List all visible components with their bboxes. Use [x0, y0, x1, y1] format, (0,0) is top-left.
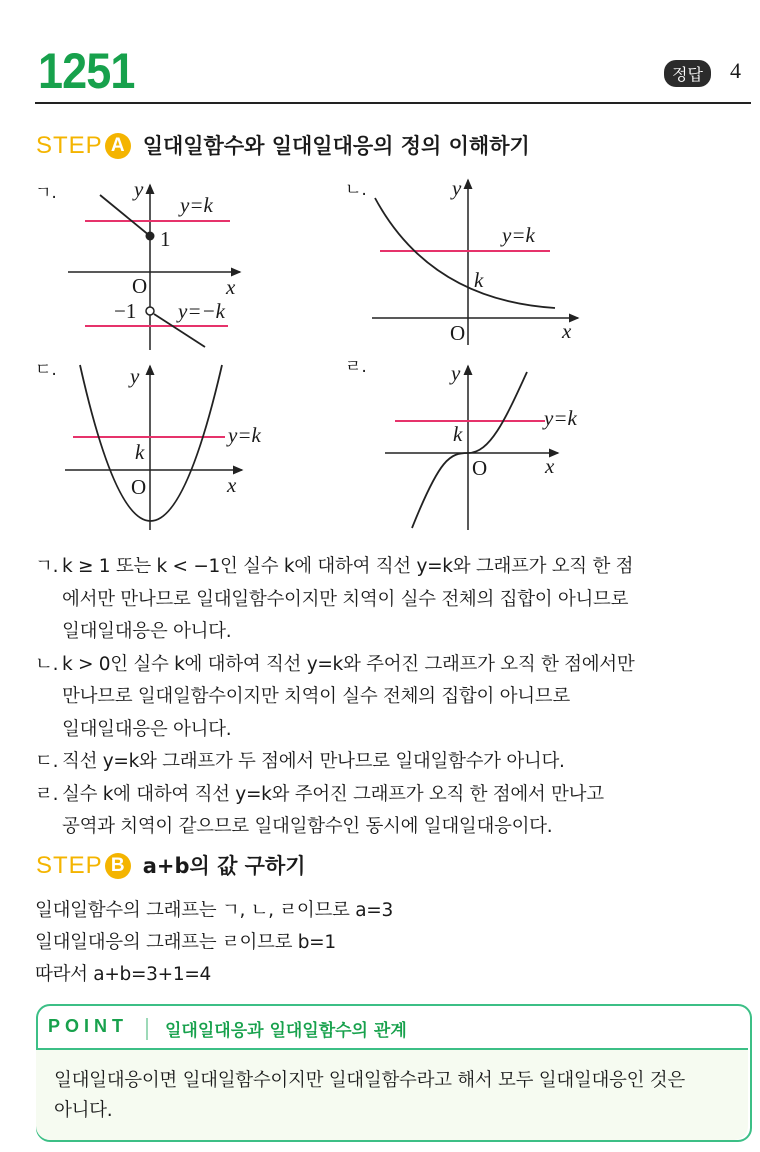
- explanation-line: [35, 780, 634, 813]
- conclusion-line: 일대일함수의 그래프는 ㄱ, ㄴ, ㄹ이므로 a=3: [35, 900, 393, 921]
- graph-3: [35, 360, 261, 530]
- explanation-line: [35, 617, 634, 650]
- point-subtitle: 일대일대응과 일대일함수의 관계: [165, 1021, 407, 1041]
- value-label: −1: [114, 299, 137, 323]
- line-label: y=k: [180, 193, 213, 217]
- explanation-text: 만나므로 일대일함수이지만 치역이 실수 전체의 집합이 아니므로: [62, 686, 570, 707]
- explanation-line: [35, 747, 634, 780]
- axis-label-x: x: [227, 473, 237, 497]
- explanation-text: k ≥ 1 또는 k < −1인 실수 k에 대하여 직선 y=k와 그래프가 오직 한 점: [62, 556, 634, 577]
- conclusion-line: 따라서 a+b=3+1=4: [35, 964, 211, 985]
- graph-1: [35, 177, 240, 350]
- explanation-text: 일대일대응은 아니다.: [62, 621, 232, 642]
- origin-label: O: [472, 456, 488, 480]
- axis-label-y: y: [451, 361, 461, 385]
- axis-label-y: y: [130, 364, 140, 388]
- graph-2: [345, 176, 578, 345]
- explanation-text: 에서만 만나므로 일대일함수이지만 치역이 실수 전체의 집합이 아니므로: [62, 588, 629, 610]
- explanation-line: [35, 682, 634, 715]
- point-body-line: 일대일대응이면 일대일함수이지만 일대일함수라고 해서 모두 일대일대응인 것은: [54, 1070, 685, 1091]
- origin-label: O: [450, 321, 466, 345]
- conclusion: [35, 896, 393, 992]
- explanation-text: 공역과 치역이 같으므로 일대일함수인 동시에 일대일대응이다.: [62, 816, 553, 837]
- point-body-line: 아니다.: [54, 1100, 113, 1121]
- explanation-line: [35, 650, 634, 683]
- problem-number: 1251: [38, 43, 135, 99]
- line-label: y=k: [544, 406, 577, 430]
- axis-label-x: x: [545, 454, 555, 478]
- k-label: k: [135, 440, 145, 464]
- explanation-marker: ㄴ.: [35, 653, 59, 675]
- point-title: POINT: [48, 1016, 129, 1036]
- explanation-line: [35, 585, 634, 618]
- origin-label: O: [132, 274, 148, 298]
- explanation-marker: ㄹ.: [35, 783, 59, 805]
- graph-label: ㄴ.: [345, 180, 367, 200]
- axis-label-y: y: [452, 176, 462, 200]
- conclusion-line: 일대일대응의 그래프는 ㄹ이므로 b=1: [35, 932, 336, 953]
- axis-label-x: x: [562, 319, 572, 343]
- line-label: y=k: [502, 223, 535, 247]
- explanation-line: [35, 552, 634, 585]
- explanation-line: [35, 812, 634, 845]
- k-label: k: [453, 422, 463, 446]
- explanation-marker: ㄷ.: [35, 751, 59, 772]
- graph-4: [345, 357, 577, 530]
- explanation-marker: ㄱ.: [35, 556, 59, 577]
- k-label: k: [474, 268, 484, 292]
- step-label: STEP: [36, 132, 103, 159]
- explanation-line: [35, 715, 634, 748]
- origin-label: O: [131, 475, 147, 499]
- point-divider: [146, 1018, 148, 1040]
- step-title: 일대일함수와 일대일대응의 정의 이해하기: [142, 134, 530, 158]
- graph-label: ㄱ.: [35, 183, 57, 203]
- step-b-heading: [36, 850, 306, 880]
- axis-label-x: x: [226, 275, 236, 299]
- explanation-text: 실수 k에 대하여 직선 y=k와 주어진 그래프가 오직 한 점에서 만나고: [62, 783, 604, 805]
- answer-value: 4: [730, 58, 741, 83]
- graph-label: ㄹ.: [345, 357, 367, 377]
- explanations: [35, 552, 634, 845]
- answer-badge: 정답: [664, 60, 711, 87]
- value-label: 1: [160, 227, 171, 251]
- step-title: a+b의 값 구하기: [142, 854, 306, 878]
- explanation-text: 직선 y=k와 그래프가 두 점에서 만나므로 일대일함수가 아니다.: [62, 751, 565, 772]
- axis-label-y: y: [134, 177, 144, 201]
- graphs: [0, 0, 760, 560]
- explanation-text: k > 0인 실수 k에 대하여 직선 y=k와 주어진 그래프가 오직 한 점에서만: [62, 653, 635, 675]
- graph-label: ㄷ.: [35, 360, 57, 380]
- line-label: y=−k: [178, 299, 225, 323]
- explanation-text: 일대일대응은 아니다.: [62, 718, 232, 740]
- step-letter: B: [105, 853, 131, 879]
- step-letter: A: [105, 133, 131, 159]
- step-label: STEP: [36, 852, 103, 879]
- line-label: y=k: [228, 423, 261, 447]
- point-body: [54, 1066, 685, 1126]
